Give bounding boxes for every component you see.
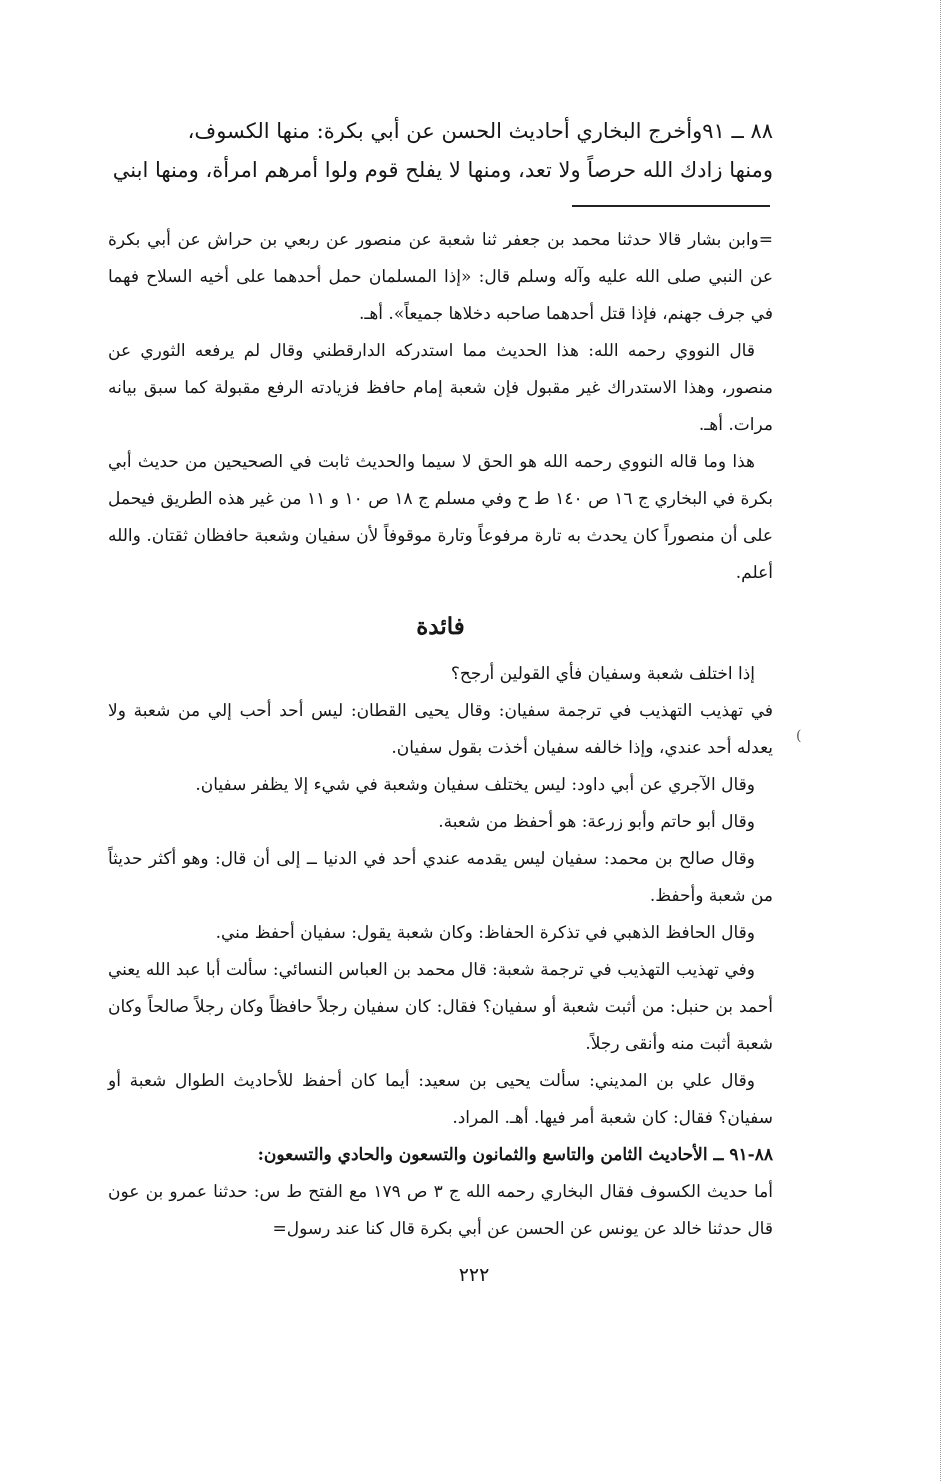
section-heading-faida: فائدة xyxy=(416,613,465,640)
hadith-section-heading: ٨٨-٩١ ــ الأحاديث الثامن والتاسع والثمانون والتسعون والحادي والتسعون: xyxy=(257,1145,773,1165)
footnote-paragraph: هذا وما قاله النووي رحمه الله هو الحق لا سيما والحديث ثابت في الصحيحين من حديث أبي بكرة في البخاري ج ١٦ ص ١٤٠ ط ح وفي مسلم ج ١٨ ص ١٠ و ١١ من غير هذه الطريق فيحمل على أن منصوراً كان يحدث به تارة مرفوعاً وتارة موقوفاً لأن سفيان وشعبة حافظان ثقتان. والله أعلم. xyxy=(108,452,773,583)
faida-paragraph: في تهذيب التهذيب في ترجمة سفيان: وقال يحيى القطان: ليس أحد أحب إلي من شعبة ولا يعدله أحد عندي، وإذا خالفه سفيان أخذت بقول سفيان. xyxy=(108,701,773,758)
footnote-paragraph: =وابن بشار قالا حدثنا محمد بن جعفر ثنا شعبة عن منصور عن ربعي بن حراش عن أبي بكرة عن النبي صلى الله عليه وآله وسلم قال: «إذا المسلمان حمل أحدهما على أخيه السلاح فهما في جرف جهنم، فإذا قتل أحدهما صاحبه دخلاها جميعاً». أهـ. xyxy=(108,230,773,324)
faida-paragraph: إذا اختلف شعبة وسفيان فأي القولين أرجح؟ xyxy=(450,664,755,684)
page-edge xyxy=(940,0,941,1481)
faida-paragraph: وقال أبو حاتم وأبو زرعة: هو أحفظ من شعبة. xyxy=(438,812,755,832)
faida-paragraph: وقال صالح بن محمد: سفيان ليس يقدمه عندي أحد في الدنيا ــ إلى أن قال: وهو أكثر حديثاً من شعبة وأحفظ. xyxy=(108,849,773,906)
margin-mark: ( xyxy=(796,728,802,744)
faida-paragraph: وفي تهذيب التهذيب في ترجمة شعبة: قال محمد بن العباس النسائي: سألت أبا عبد الله يعني أحمد بن حنبل: من أثبت شعبة أو سفيان؟ فقال: كان سفيان رجلاً حافظاً وكان رجلاً صالحاً وكان شعبة أثبت منه وأنقى رجلاً. xyxy=(108,960,773,1054)
footnote-divider xyxy=(572,205,770,207)
footnote-paragraph: قال النووي رحمه الله: هذا الحديث مما استدركه الدارقطني وقال لم يرفعه الثوري عن منصور، وهذا الاستدراك غير مقبول فإن شعبة إمام حافظ فزيادته الرفع مقبولة كما سبق بيانه مرات. أهـ. xyxy=(108,341,773,435)
faida-paragraph: وقال الحافظ الذهبي في تذكرة الحفاظ: وكان شعبة يقول: سفيان أحفظ مني. xyxy=(215,923,755,943)
footnotes xyxy=(108,222,773,1248)
main-text-line-2: ومنها زادك الله حرصاً ولا تعد، ومنها لا يفلح قوم ولوا أمرهم امرأة، ومنها ابني xyxy=(112,158,773,182)
main-text xyxy=(108,112,773,190)
faida-paragraph: وقال علي بن المديني: سألت يحيى بن سعيد: أيما كان أحفظ للأحاديث الطوال شعبة أو سفيان؟ فقال: كان شعبة أمر فيها. أهـ. المراد. xyxy=(108,1071,773,1128)
hadith-section-text: أما حديث الكسوف فقال البخاري رحمه الله ج ٣ ص ١٧٩ مع الفتح ط س: حدثنا عمرو بن عون قال حدثنا خالد عن يونس عن الحسن عن أبي بكرة قال كنا عند رسول= xyxy=(108,1182,773,1239)
page-number: ٢٢٢ xyxy=(458,1264,490,1286)
faida-paragraph: وقال الآجري عن أبي داود: ليس يختلف سفيان وشعبة في شيء إلا يظفر سفيان. xyxy=(195,775,755,795)
main-text-line-1: ٨٨ ــ ٩١وأخرج البخاري أحاديث الحسن عن أبي بكرة: منها الكسوف، xyxy=(187,119,773,143)
